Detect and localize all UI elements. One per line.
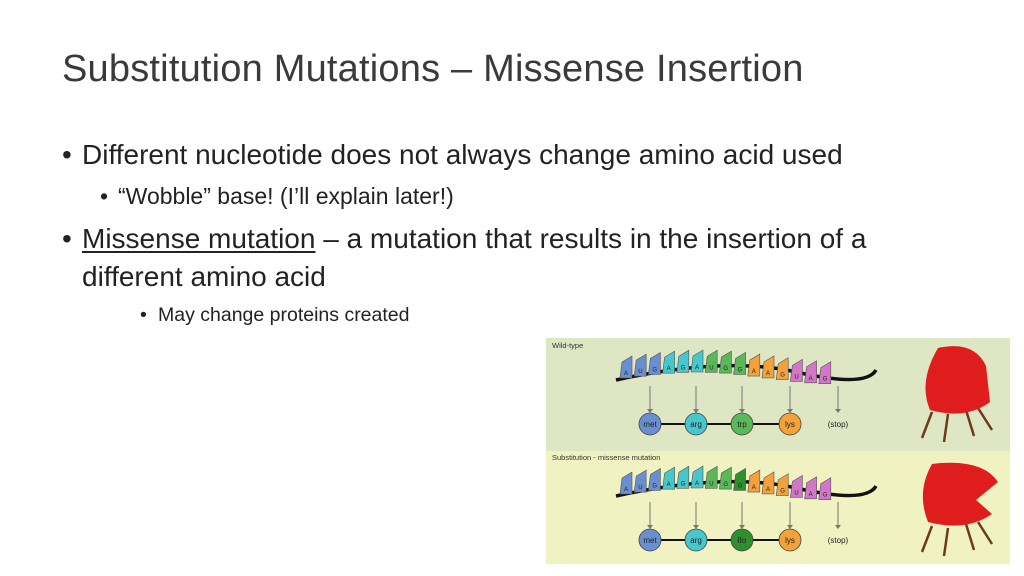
amino-acid-label: trp bbox=[737, 420, 747, 429]
bullet-missense-mutation bbox=[62, 220, 942, 296]
base-letter: G bbox=[723, 482, 729, 489]
missense-term: Missense mutation bbox=[82, 223, 316, 254]
sub-bullet-text: “Wobble” base! (I’ll explain later!) bbox=[118, 183, 454, 209]
base-letter: A bbox=[666, 482, 671, 489]
mutation-diagram bbox=[546, 338, 1010, 564]
amino-acid-label: arg bbox=[690, 420, 702, 429]
base-letter: G bbox=[737, 367, 743, 374]
mutant-label: Substitution - missense mutation bbox=[552, 453, 661, 462]
amino-acid-label: met bbox=[643, 536, 657, 545]
amino-acid-label: lys bbox=[785, 536, 795, 545]
base-letter: A bbox=[766, 486, 771, 493]
base-letter: G bbox=[652, 367, 658, 374]
base-letter: A bbox=[751, 485, 756, 492]
base-letter: G bbox=[737, 483, 743, 490]
sub-bullet-proteins bbox=[62, 300, 942, 330]
base-letter: A bbox=[808, 491, 813, 498]
base-letter: G bbox=[822, 376, 828, 383]
missense-mutation-figure bbox=[546, 338, 1010, 564]
base-letter: A bbox=[695, 365, 700, 372]
stop-label: (stop) bbox=[827, 420, 849, 429]
base-letter: A bbox=[808, 375, 813, 382]
base-letter: U bbox=[794, 490, 799, 497]
base-letter: U bbox=[709, 365, 714, 372]
base-letter: G bbox=[652, 483, 658, 490]
base-letter: U bbox=[794, 374, 799, 381]
amino-acid-label: arg bbox=[690, 536, 702, 545]
missense-definition: – a mutation that results in the insertion of a different amino acid bbox=[82, 223, 867, 292]
bullet-text: Different nucleotide does not always change amino acid used bbox=[82, 139, 843, 170]
base-letter: G bbox=[780, 488, 785, 495]
base-letter: G bbox=[680, 365, 686, 372]
base-letter: A bbox=[766, 370, 771, 377]
bullet-list bbox=[62, 136, 942, 330]
base-letter: A bbox=[695, 481, 700, 488]
slide-title: Substitution Mutations – Missense Insertion bbox=[62, 48, 804, 90]
amino-acid-label: met bbox=[643, 420, 657, 429]
stop-label: (stop) bbox=[827, 536, 849, 545]
amino-acid-label: lys bbox=[785, 420, 795, 429]
base-letter: U bbox=[638, 369, 643, 376]
base-letter: A bbox=[624, 487, 629, 493]
base-letter: A bbox=[751, 369, 756, 376]
base-letter: U bbox=[638, 485, 643, 492]
base-letter: U bbox=[709, 481, 714, 488]
sub-bullet-text: May change proteins created bbox=[158, 304, 410, 326]
amino-acid-label: lIo bbox=[737, 536, 747, 545]
base-letter: G bbox=[680, 481, 686, 488]
base-letter: G bbox=[723, 366, 729, 373]
base-letter: A bbox=[624, 371, 629, 377]
base-letter: G bbox=[822, 492, 828, 499]
bullet-different-nucleotide bbox=[62, 136, 942, 174]
sub-bullet-wobble bbox=[62, 178, 942, 214]
base-letter: G bbox=[780, 372, 785, 379]
base-letter: A bbox=[666, 366, 671, 373]
wild-type-label: Wild-type bbox=[552, 341, 584, 350]
